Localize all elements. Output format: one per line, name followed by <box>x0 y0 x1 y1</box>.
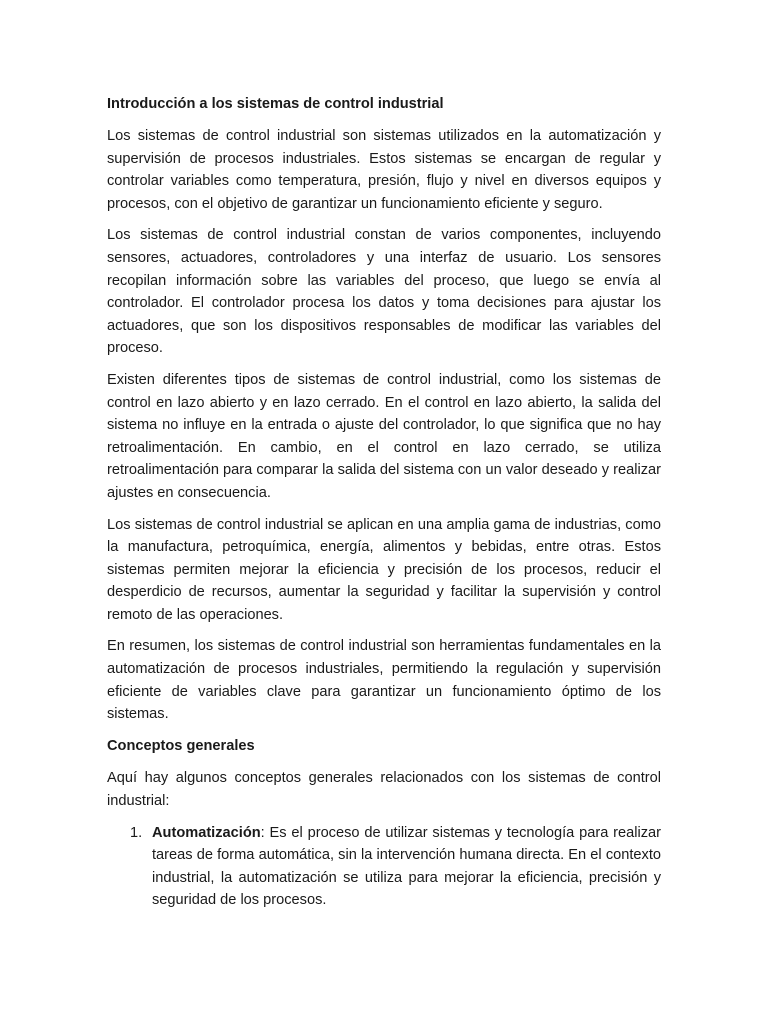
paragraph-intro: Los sistemas de control industrial son sistemas utilizados en la automatización y supervisión de procesos industriales. Estos sistemas se encargan de regular y controlar variables como temperatura, presión, flujo y nivel en diversos equipos y procesos, con el objetivo de garantizar un funcionamiento eficiente y seguro. <box>107 128 661 212</box>
list-item-number: 1. <box>130 824 143 841</box>
list-item <box>130 822 661 912</box>
list-item-separator: : <box>260 824 265 841</box>
document-title: Introducción a los sistemas de control industrial <box>107 96 444 112</box>
list-item-text: Es el proceso de utilizar sistemas y tecnología para realizar tareas de forma automática, sin la intervención humana directa. En el contexto industrial, la automatización se utiliza para mejorar la eficiencia, precisión y seguridad de los procesos. <box>152 824 661 909</box>
paragraph-components: Los sistemas de control industrial constan de varios componentes, incluyendo sensores, actuadores, controladores y una interfaz de usuario. Los sensores recopilan información sobre las variables del proceso, que luego se envía al controlador. El controlador procesa los datos y toma decisiones para ajustar los actuadores, que son los dispositivos responsables de modificar las variables del proceso. <box>107 227 661 357</box>
concepts-list <box>107 822 661 912</box>
list-item-term: Automatización <box>152 824 261 841</box>
section-intro: Aquí hay algunos conceptos generales relacionados con los sistemas de control industrial: <box>107 770 661 810</box>
paragraph-applications: Los sistemas de control industrial se aplican en una amplia gama de industrias, como la manufactura, petroquímica, energía, alimentos y bebidas, entre otras. Estos sistemas permiten mejorar la eficiencia y precisión de los procesos, reducir el desperdicio de recursos, aumentar la seguridad y facilitar la supervisión y control remoto de las operaciones. <box>107 516 661 623</box>
paragraph-summary: En resumen, los sistemas de control industrial son herramientas fundamentales en la automatización de procesos industriales, permitiendo la regulación y supervisión eficiente de variables clave para garantizar un funcionamiento óptimo de los sistemas. <box>107 638 661 723</box>
paragraph-types: Existen diferentes tipos de sistemas de control industrial, como los sistemas de control en lazo abierto y en lazo cerrado. En el control en lazo abierto, la salida del sistema no influye en la entrada o ajuste del controlador, lo que significa que no hay retroalimentación. En cambio, en el control en lazo cerrado, se utiliza retroalimentación para comparar la salida del sistema con un valor deseado y realizar ajustes en consecuencia. <box>107 371 661 501</box>
document-page <box>107 93 661 912</box>
section-heading: Conceptos generales <box>107 737 255 754</box>
